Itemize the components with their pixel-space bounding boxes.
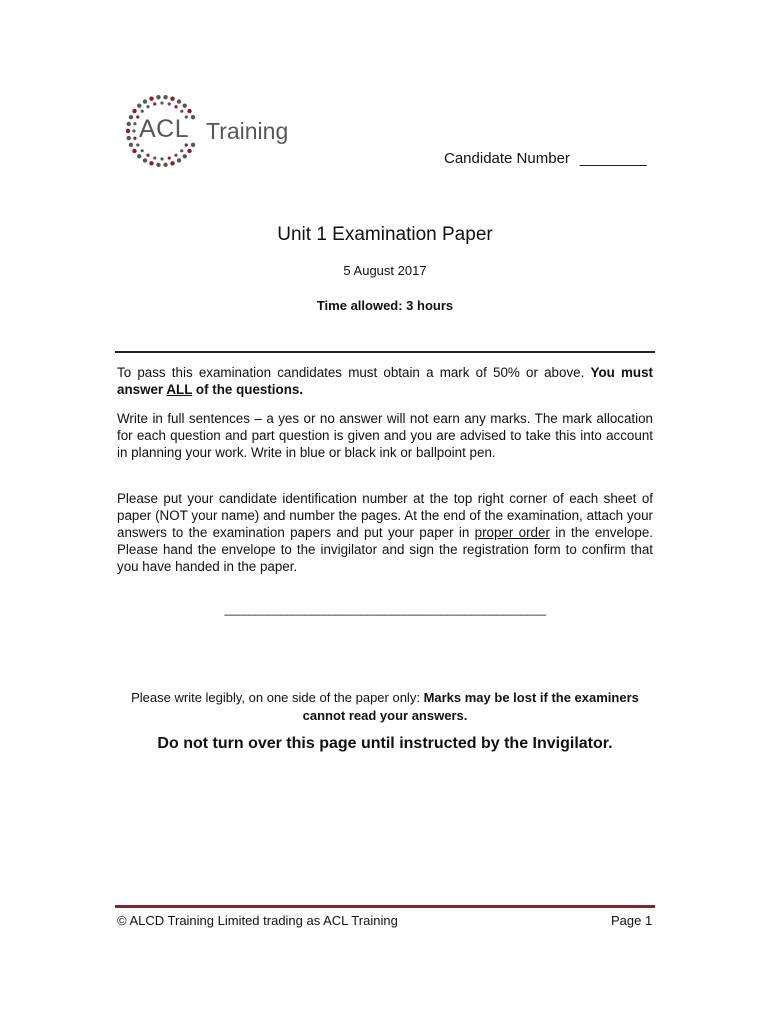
logo-dot [149,96,153,100]
separator-line: ____________________________________________________ [224,602,546,616]
logo-dot [177,99,181,103]
instructions-candidate-id [117,490,653,575]
logo-dot [191,115,195,119]
logo-dot [137,104,141,108]
logo-dot [163,95,167,99]
time-allowed: Time allowed: 3 hours [316,298,454,313]
footer-page-number: Page 1 [611,913,653,928]
legibility-text: Please write legibly, on one side of the paper only: [131,690,420,705]
logo-dot [156,95,160,99]
logo-dot [132,109,136,113]
logo-dot [160,101,163,104]
candidate-id-text: Please put your candidate identification number at the top right corner of each sheet of paper (NOT your name) and number the pages. At the end of the examination, attach your answers to the examination papers and put your paper in [117,491,653,540]
logo-dot [132,149,136,153]
logo-dot [156,163,160,167]
logo-dot [146,105,149,108]
candidate-number-blank: ________ [579,150,647,167]
logo-dot [137,154,141,158]
acl-training-logo [122,93,302,173]
logo-dot [132,129,135,132]
logo-training-text: Training [206,118,289,144]
logo-dot [170,96,174,100]
pass-mark-text: To pass this examination candidates must obtain a mark of 50% or above. [117,365,585,380]
logo-dot [180,149,183,152]
logo-dot [163,163,167,167]
proper-order-text: proper order [474,525,550,540]
answer-all-suffix: of the questions. [195,382,304,397]
logo-dot [149,161,153,165]
footer-copyright: © ALCD Training Limited trading as ACL Training [117,913,398,928]
logo-dot [174,154,177,157]
logo-dot [129,115,133,119]
answer-all-prefix: You must answer [117,365,653,397]
logo-dot [146,154,149,157]
paper-title: Unit 1 Examination Paper [277,224,493,245]
logo-dot [183,104,187,108]
candidate-number [444,150,647,167]
do-not-turn-warning: Do not turn over this page until instructed by the Invigilator. [157,735,613,752]
logo-acl-text: ACL [139,115,190,143]
logo-dot [127,122,131,126]
logo-dot [187,149,191,153]
logo-dot [170,161,174,165]
logo-dot [143,99,147,103]
logo-dot [174,105,177,108]
footer-rule [115,905,655,908]
marks-lost-warning: Marks may be lost if the examiners cannot read your answers. [302,690,639,723]
logo-dot [141,149,144,152]
logo-dot [177,158,181,162]
logo-dot [160,157,163,160]
logo-dot [187,109,191,113]
logo-dot [180,110,183,113]
all-emphasis: ALL [166,382,193,397]
logo-dot [153,102,156,105]
logo-dot [129,143,133,147]
logo-dot [191,143,195,147]
logo-dot [141,110,144,113]
candidate-number-label: Candidate Number [444,150,570,167]
logo-dot [133,122,136,125]
logo-dot [133,137,136,140]
logo-dot [183,154,187,158]
legibility-notice [130,689,640,725]
logo-dot [168,156,171,159]
logo-dot [127,136,131,140]
exam-date: 5 August 2017 [343,263,427,278]
logo-dot [126,129,130,133]
instructions-full-sentences: Write in full sentences – a yes or no answer will not earn any marks. The mark allocation for each question and part question is given and you are advised to take this into account in planning your work. Write in blue or black ink or ballpoint pen. [117,411,653,460]
top-rule [115,351,655,353]
instructions-pass-mark [117,364,653,398]
envelope-text: in the envelope. Please hand the envelope to the invigilator and sign the registration form to confirm that you have handed in the paper. [117,525,653,574]
logo-dot [168,102,171,105]
logo-dot [143,158,147,162]
logo-dot [153,156,156,159]
